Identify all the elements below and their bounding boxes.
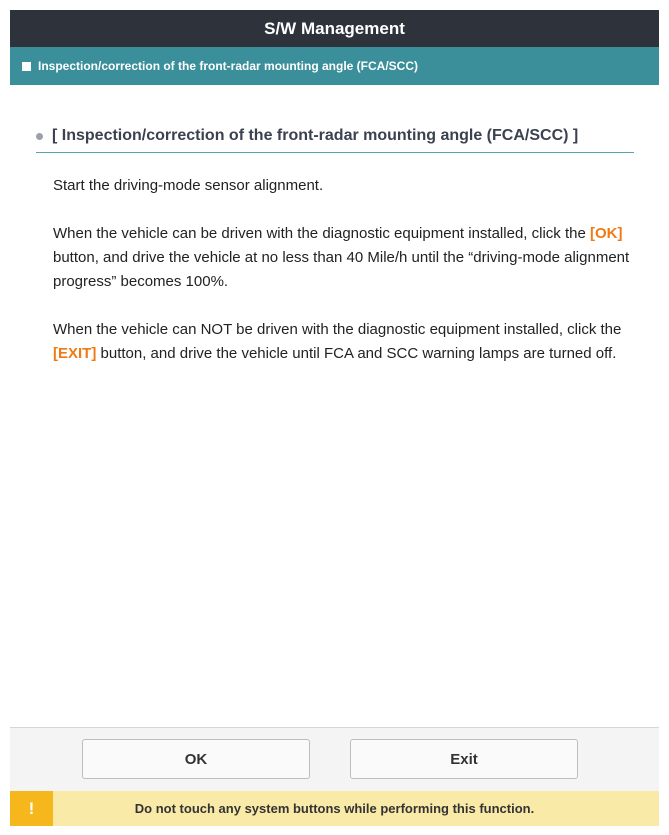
para1-text: Start the driving-mode sensor alignment. <box>53 177 324 194</box>
bullet-icon <box>36 133 43 140</box>
instruction-paragraph-1 <box>53 174 643 198</box>
warning-bar <box>10 791 659 826</box>
exit-button[interactable]: Exit <box>350 739 578 779</box>
square-icon <box>22 62 31 71</box>
exit-highlight: [EXIT] <box>53 345 97 362</box>
button-footer <box>10 727 659 792</box>
para2-text-pre: When the vehicle can be driven with the diagnostic equipment installed, click the <box>53 225 590 242</box>
window-title: S/W Management <box>264 18 405 38</box>
instruction-paragraph-3 <box>53 318 643 366</box>
instruction-paragraph-2 <box>53 222 643 294</box>
ok-highlight: [OK] <box>589 225 623 242</box>
ok-button[interactable]: OK <box>82 739 310 779</box>
para2-text-post: button, and drive the vehicle at no less than 40 Mile/h until the “driving-mode alignment progress” becomes 100%. <box>53 249 630 290</box>
section-header <box>36 119 634 153</box>
para3-text-post: button, and drive the vehicle until FCA and SCC warning lamps are turned off. <box>96 345 617 362</box>
function-subheader-label: Inspection/correction of the front-radar mounting angle (FCA/SCC) <box>38 59 419 73</box>
instruction-content <box>53 174 643 390</box>
warning-icon: ! <box>10 791 53 826</box>
para3-text-pre: When the vehicle can NOT be driven with the diagnostic equipment installed, click the <box>53 321 622 338</box>
section-title: [ Inspection/correction of the front-radar mounting angle (FCA/SCC) ] <box>52 126 579 144</box>
function-subheader <box>10 47 659 85</box>
window-title-bar <box>10 10 659 47</box>
warning-text: Do not touch any system buttons while performing this function. <box>134 801 535 816</box>
